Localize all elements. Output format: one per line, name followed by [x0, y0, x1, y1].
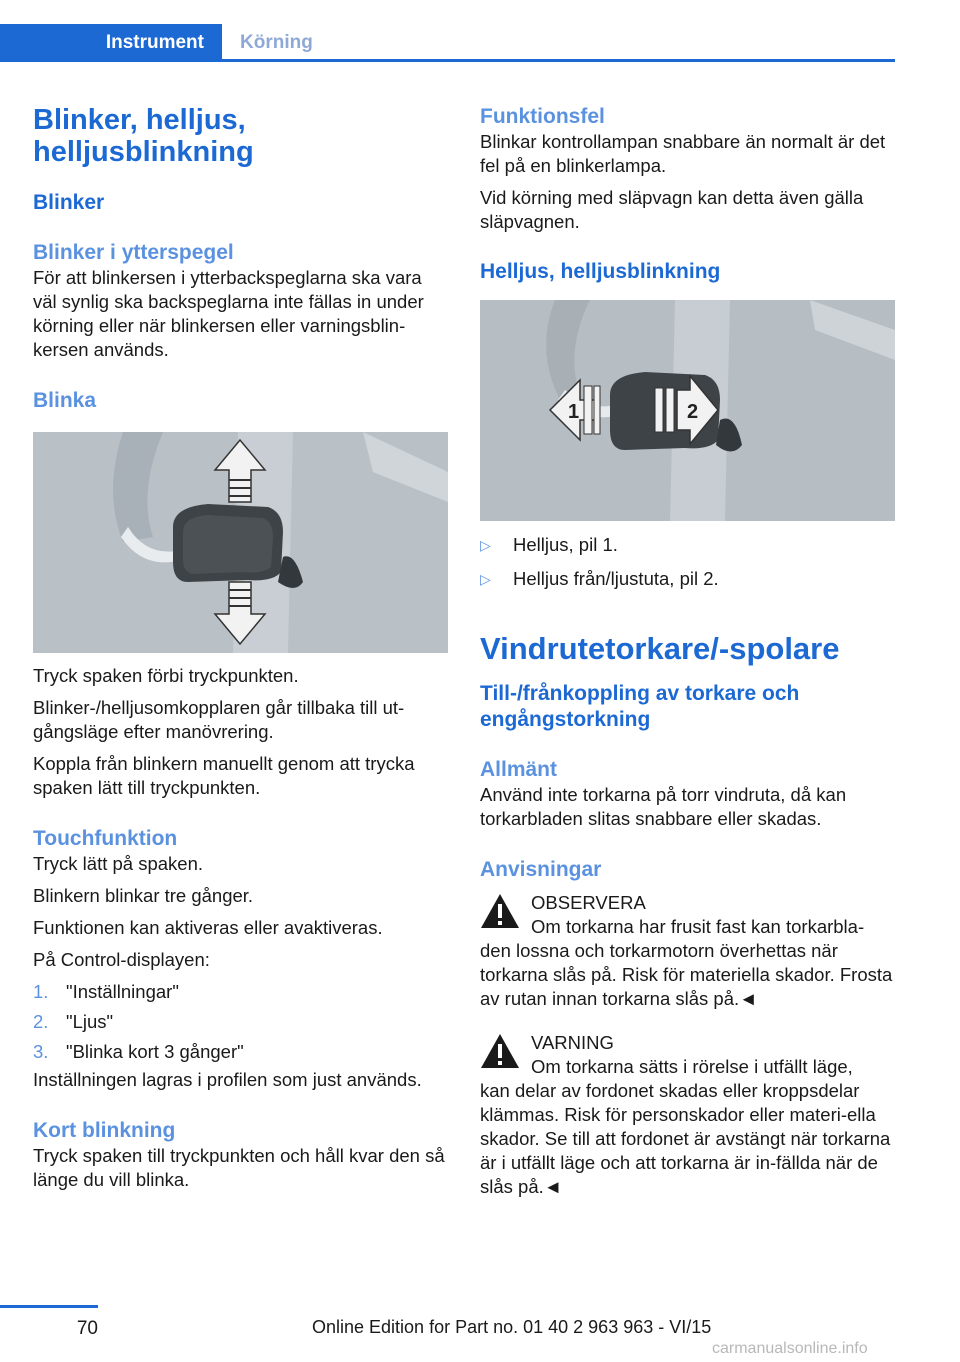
list-item: 1. "Inställningar"	[33, 981, 179, 1002]
touch-text-3: Funktionen kan aktiveras eller avaktiveras.	[33, 917, 383, 938]
touch-text-1: Tryck lätt på spaken.	[33, 853, 203, 874]
blinka-text-2: Blinker-/helljusomkopplaren går tillbaka till ut-gångsläge efter manövrering.	[33, 697, 405, 742]
watermark-text: carmanualsonline.info	[712, 1340, 868, 1357]
section-title: Blinker, helljus, helljusblinkning	[33, 104, 254, 168]
warning-text-first: Om torkarna sätts i rörelse i utfällt läge,	[531, 1056, 853, 1077]
tab-instrument[interactable]: Instrument	[0, 24, 222, 62]
settings-steps	[33, 980, 448, 1064]
tab-korning[interactable]: Körning	[240, 32, 313, 53]
warning-notice	[480, 1031, 895, 1199]
fel-text-2: Vid körning med släpvagn kan detta även gälla släpvagnen.	[480, 187, 864, 232]
mirror-text: För att blinkersen i ytterbackspeglarna ska vara väl synlig ska backspeglarna inte fällas in under körning eller när blinkersen eller varningsblin-kersen används.	[33, 267, 424, 360]
vind-heading: Vindrutetorkare/-spolare	[480, 631, 840, 666]
lever-up-down-illustration	[33, 432, 448, 653]
caution-text-first: Om torkarna har frusit fast kan torkarbla-	[531, 916, 865, 937]
blinka-text-3: Koppla från blinkern manuellt genom att trycka spaken lätt till tryckpunkten.	[33, 753, 415, 798]
page-number: 70	[76, 1318, 98, 1339]
blinka-text-1: Tryck spaken förbi tryckpunkten.	[33, 665, 299, 686]
edition-text: Online Edition for Part no. 01 40 2 963 963 - VI/15	[312, 1317, 712, 1337]
chapter-tabbar	[0, 24, 895, 62]
warning-text: kan delar av fordonet skadas eller kroppsdelar klämmas. Risk för personskador eller materi-ella skador. Se till att fordonet är avstängt när torkarna är i utfällt läge och att torkarna är in-fällda när de slås på.◄	[480, 1080, 891, 1197]
allmant-heading: Allmänt	[480, 758, 558, 781]
helljus-illustration-svg	[480, 300, 895, 521]
caution-title: OBSERVERA	[531, 892, 646, 913]
kort-heading: Kort blinkning	[33, 1119, 176, 1142]
footer-rule	[0, 1305, 98, 1308]
left-column	[33, 104, 448, 1192]
arrow-label-1: 1	[568, 401, 580, 423]
touch-text-4: På Control-displayen:	[33, 949, 210, 970]
till-heading: Till-/frånkoppling av torkare och engångstorkning	[480, 682, 800, 731]
arrow-label-2: 2	[687, 401, 699, 423]
touch-text-5: Inställningen lagras i profilen som just används.	[33, 1069, 422, 1090]
list-item: 3. "Blinka kort 3 gånger"	[33, 1041, 244, 1062]
warning-title: VARNING	[531, 1032, 614, 1053]
list-item: ▷ Helljus från/ljustuta, pil 2.	[480, 568, 719, 589]
triangle-bullet-icon: ▷	[480, 537, 491, 553]
warning-triangle-icon	[480, 1033, 520, 1069]
right-column	[480, 104, 895, 1199]
list-item: 2. "Ljus"	[33, 1011, 114, 1032]
mirror-heading: Blinker i ytterspegel	[33, 241, 234, 264]
helljus-bullets	[480, 533, 895, 591]
blinka-heading: Blinka	[33, 389, 97, 412]
lever-push-pull-illustration	[480, 300, 895, 521]
kort-text: Tryck spaken till tryckpunkten och håll kvar den så länge du vill blinka.	[33, 1145, 445, 1190]
caution-notice	[480, 891, 895, 1011]
caution-text: den lossna och torkarmotorn överhettas när torkarna slås på. Risk för materiella skador. Frosta av rutan innan torkarna slås på.◄	[480, 940, 893, 1009]
lever-illustration-svg	[33, 432, 448, 653]
list-item: ▷ Helljus, pil 1.	[480, 534, 618, 555]
touch-heading: Touchfunktion	[33, 827, 178, 850]
anv-heading: Anvisningar	[480, 858, 602, 881]
warning-triangle-icon	[480, 893, 520, 929]
blinker-heading: Blinker	[33, 191, 105, 214]
touch-text-2: Blinkern blinkar tre gånger.	[33, 885, 254, 906]
fel-text-1: Blinkar kontrollampan snabbare än normalt är det fel på en blinkerlampa.	[480, 131, 886, 176]
allmant-text: Använd inte torkarna på torr vindruta, då kan torkarbladen slitas snabbare eller skadas.	[480, 784, 847, 829]
helljus-heading: Helljus, helljusblinkning	[480, 260, 721, 283]
triangle-bullet-icon: ▷	[480, 571, 491, 587]
fel-heading: Funktionsfel	[480, 105, 605, 128]
